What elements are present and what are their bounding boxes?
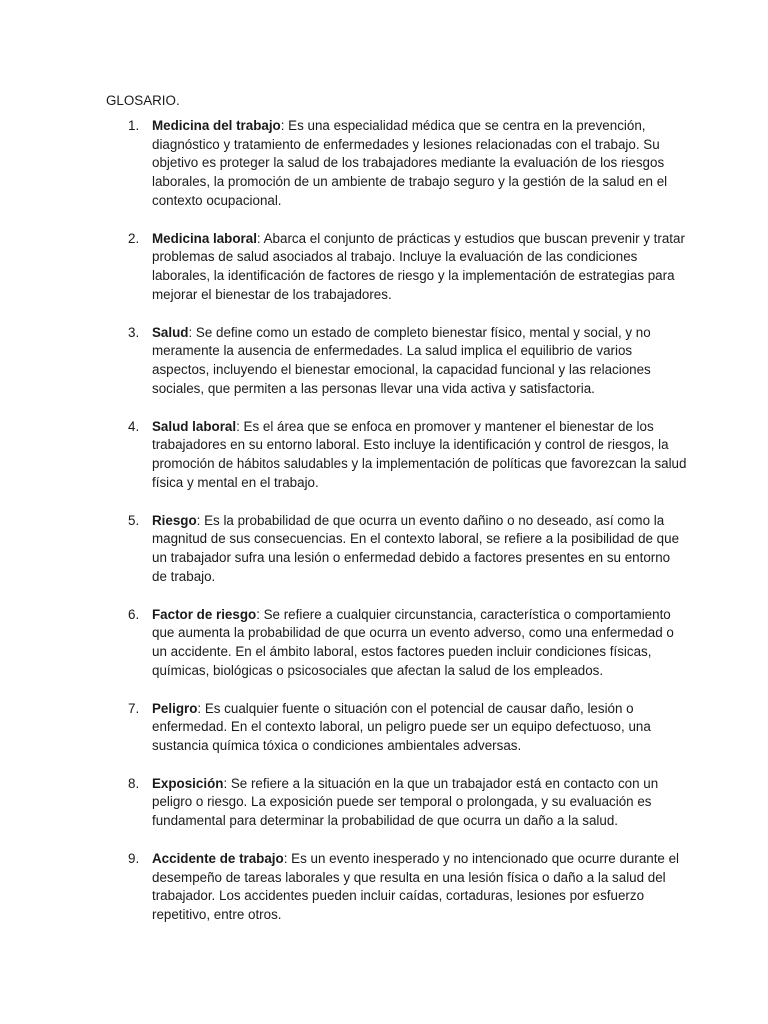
entry-definition: : Es la probabilidad de que ocurra un evento dañino o no deseado, así como la magnitud de sus consecuencias. En el contexto laboral, se refiere a la posibilidad de que un trabajador sufra una lesión o enfermedad debido a factores presentes en su entorno de trabajo. xyxy=(152,512,680,584)
entry-number: 4. xyxy=(128,418,140,434)
glossary-entry-5 xyxy=(106,512,688,587)
entry-term: Peligro xyxy=(152,700,198,716)
entry-definition: : Se refiere a la situación en la que un trabajador está en contacto con un peligro o riesgo. La exposición puede ser temporal o prolongada, y su evaluación es fundamental para determinar la probabilidad de que ocurra un daño a la salud. xyxy=(152,775,659,829)
entry-number: 8. xyxy=(128,775,140,791)
entry-number: 6. xyxy=(128,606,140,622)
entry-term: Riesgo xyxy=(152,512,197,528)
entry-term: Medicina laboral xyxy=(152,230,257,246)
glossary-entry-9 xyxy=(106,850,688,925)
entry-term: Exposición xyxy=(152,775,224,791)
entry-number: 3. xyxy=(128,324,140,340)
entry-number: 5. xyxy=(128,512,140,528)
entry-definition: : Es cualquier fuente o situación con el potencial de causar daño, lesión o enfermedad. En el contexto laboral, un peligro puede ser un equipo defectuoso, una sustancia química tóxica o condiciones ambientales adversas. xyxy=(152,700,651,754)
glossary-entry-2 xyxy=(106,230,688,305)
entry-term: Factor de riesgo xyxy=(152,606,257,622)
entry-definition: : Es un evento inesperado y no intencionado que ocurre durante el desempeño de tareas laborales y que resulta en una lesión física o daño a la salud del trabajador. Los accidentes pueden incluir caídas, cortaduras, lesiones por esfuerzo repetitivo, entre otros. xyxy=(152,850,680,923)
entry-number: 9. xyxy=(128,850,140,866)
glossary-entry-1 xyxy=(106,117,688,211)
glossary-entry-6 xyxy=(106,606,688,681)
entry-term: Salud xyxy=(152,324,189,340)
entry-number: 2. xyxy=(128,230,140,246)
entry-definition: : Abarca el conjunto de prácticas y estudios que buscan prevenir y tratar problemas de salud asociados al trabajo. Incluye la evaluación de las condiciones laborales, la identificación de factores de riesgo y la implementación de estrategias para mejorar el bienestar de los trabajadores. xyxy=(152,230,685,302)
entry-term: Salud laboral xyxy=(152,418,237,434)
glossary-entry-4 xyxy=(106,418,688,493)
glossary-entry-7 xyxy=(106,700,688,756)
entry-definition: : Es una especialidad médica que se centra en la prevención, diagnóstico y tratamiento de enfermedades y lesiones relacionadas con el trabajo. Su objetivo es proteger la salud de los trabajadores mediante la evaluación de los riesgos laborales, la promoción de un ambiente de trabajo seguro y la gestión de la salud en el contexto ocupacional. xyxy=(152,117,668,208)
glossary-list xyxy=(106,117,688,925)
entry-number: 7. xyxy=(128,700,140,716)
glossary-entry-8 xyxy=(106,775,688,831)
entry-definition: : Se refiere a cualquier circunstancia, característica o comportamiento que aumenta la probabilidad de que ocurra un evento adverso, como una enfermedad o un accidente. En el ámbito laboral, estos factores pueden incluir condiciones físicas, químicas, biológicas o psicosociales que afectan la salud de los empleados. xyxy=(152,606,674,678)
document-title: GLOSARIO. xyxy=(106,93,180,108)
entry-term: Medicina del trabajo xyxy=(152,117,281,133)
glossary-entry-3 xyxy=(106,324,688,399)
entry-definition: : Es el área que se enfoca en promover y mantener el bienestar de los trabajadores en su entorno laboral. Esto incluye la identificación y control de riesgos, la promoción de hábitos saludables y la implementación de políticas que favorezcan la salud física y mental en el trabajo. xyxy=(152,418,687,490)
entry-definition: : Se define como un estado de completo bienestar físico, mental y social, y no meramente la ausencia de enfermedades. La salud implica el equilibrio de varios aspectos, incluyendo el bienestar emocional, la capacidad funcional y las relaciones sociales, que permiten a las personas llevar una vida activa y satisfactoria. xyxy=(152,324,651,396)
entry-term: Accidente de trabajo xyxy=(152,850,284,866)
entry-number: 1. xyxy=(128,117,140,133)
